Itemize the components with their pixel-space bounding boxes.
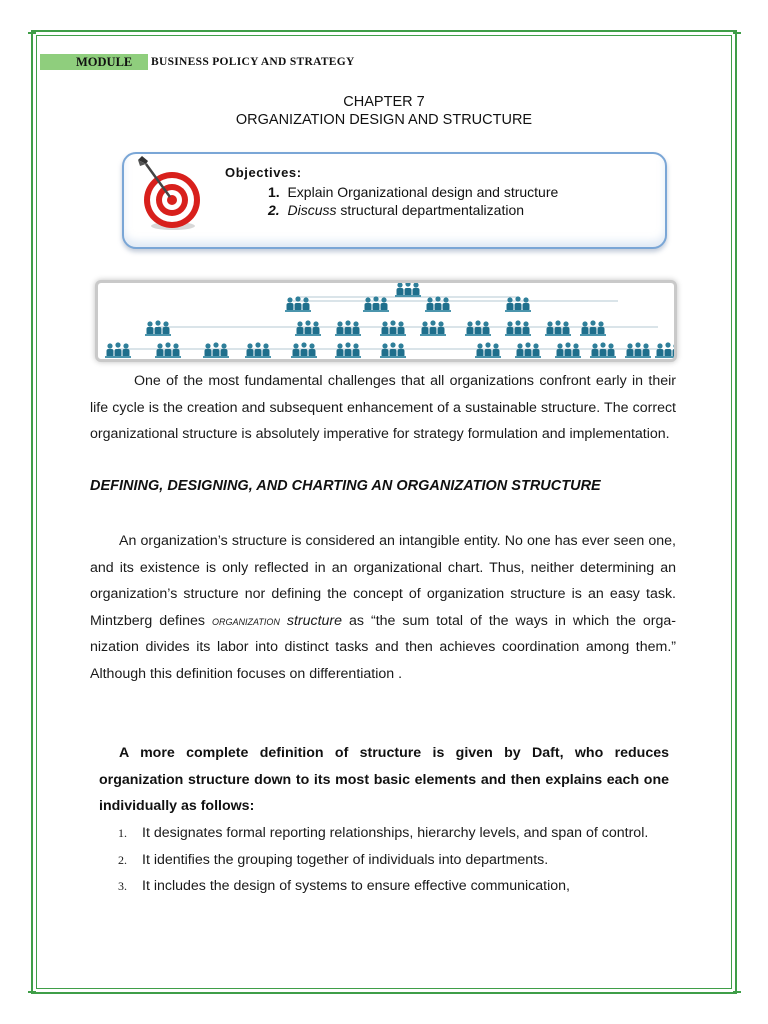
org-figure-group (145, 320, 171, 336)
objective-item-1-number: 1. (268, 184, 280, 200)
objective-item-2-text: structural departmentalization (336, 202, 525, 218)
mintzberg-text-after: as “the sum total of the ways in which the orga- nization divides its labor into distinct tasks and then achieves coordination among them.” Although this definition focuses on differentiation . (90, 612, 676, 682)
intro-paragraph (90, 368, 676, 448)
border-corner-br (733, 991, 741, 993)
definition-list (118, 820, 678, 900)
org-figure-group (245, 342, 271, 358)
list-item (118, 820, 678, 847)
module-subject: BUSINESS POLICY AND STRATEGY (151, 56, 355, 68)
mintzberg-text-before: An organization’s structure is considered an intangible entity. No one has ever seen one, and its existence is only reflected in an organizational chart. Thus, neither determining an organization’s structure nor defining the concept of organization structure is an easy task. Mintzberg defines (90, 533, 676, 629)
mintzberg-paragraph (90, 528, 676, 687)
list-item (118, 873, 678, 900)
daft-paragraph (99, 740, 669, 820)
org-figure-group (515, 342, 541, 358)
mintzberg-term-italic: structure (279, 612, 343, 629)
org-figure-group (295, 320, 321, 336)
org-figure-group (655, 342, 674, 358)
org-figure-group (291, 342, 317, 358)
org-figure-group (380, 320, 406, 336)
daft-paragraph-text: A more complete definition of structure is given by Daft, who reduces organization structure down to its most basic elements and then explains each one individually as follows: (99, 745, 669, 814)
section-heading: DEFINING, DESIGNING, AND CHARTING AN ORGANIZATION STRUCTURE (90, 478, 601, 494)
chapter-title: ORGANIZATION DESIGN AND STRUCTURE (235, 112, 533, 128)
intro-paragraph-text: One of the most fundamental challenges that all organizations confront early in their life cycle is the creation and subsequent enhancement of a sustainable structure. The correct organizational structure is absolutely imperative for strategy formulation and implementation. (90, 373, 676, 442)
objective-item-1 (268, 183, 558, 201)
org-figure-group (155, 342, 181, 358)
org-figure-group (465, 320, 491, 336)
org-figure-group (285, 296, 311, 312)
org-figure-group (545, 320, 571, 336)
objective-item-2-number: 2. (268, 202, 280, 218)
list-item (118, 847, 678, 874)
org-figure-group (395, 283, 421, 297)
objective-item-2 (268, 201, 524, 219)
objectives-title: Objectives: (225, 165, 302, 180)
border-corner-tr (733, 32, 741, 34)
border-corner-bl (28, 991, 36, 993)
org-figure-group (625, 342, 651, 358)
org-figure-group (420, 320, 446, 336)
objective-item-1-text: Explain Organizational design and structure (287, 184, 559, 200)
org-figure-group (105, 342, 131, 358)
org-figure-group (505, 296, 531, 312)
org-figure-group (363, 296, 389, 312)
org-figure-group (475, 342, 501, 358)
module-header (40, 54, 355, 70)
org-figure-group (505, 320, 531, 336)
list-item-text: It includes the design of systems to ensure effective communication, (142, 878, 570, 894)
target-icon (128, 152, 208, 232)
org-figure-group (425, 296, 451, 312)
org-chart-graphic (98, 283, 674, 359)
org-figure-group (590, 342, 616, 358)
org-figure-group (380, 342, 406, 358)
border-corner-tl (28, 32, 36, 34)
mintzberg-term-small-caps: organization (212, 612, 280, 628)
list-item-number: 2. (118, 852, 127, 867)
module-label: MODULE (40, 54, 148, 70)
org-figure-group (335, 320, 361, 336)
list-item-number: 3. (118, 879, 127, 893)
list-item-text: It designates formal reporting relationships, hierarchy levels, and span of control. (142, 825, 649, 841)
chapter-number: CHAPTER 7 (343, 94, 425, 110)
list-item-text: It identifies the grouping together of individuals into departments. (142, 851, 549, 868)
objective-item-2-lead: Discuss (287, 202, 337, 218)
org-figure-group (335, 342, 361, 358)
org-chart-illustration (95, 280, 677, 362)
org-figure-group (580, 320, 606, 336)
org-figure-group (203, 342, 229, 358)
org-figure-group (555, 342, 581, 358)
list-item-number: 1. (118, 826, 127, 840)
